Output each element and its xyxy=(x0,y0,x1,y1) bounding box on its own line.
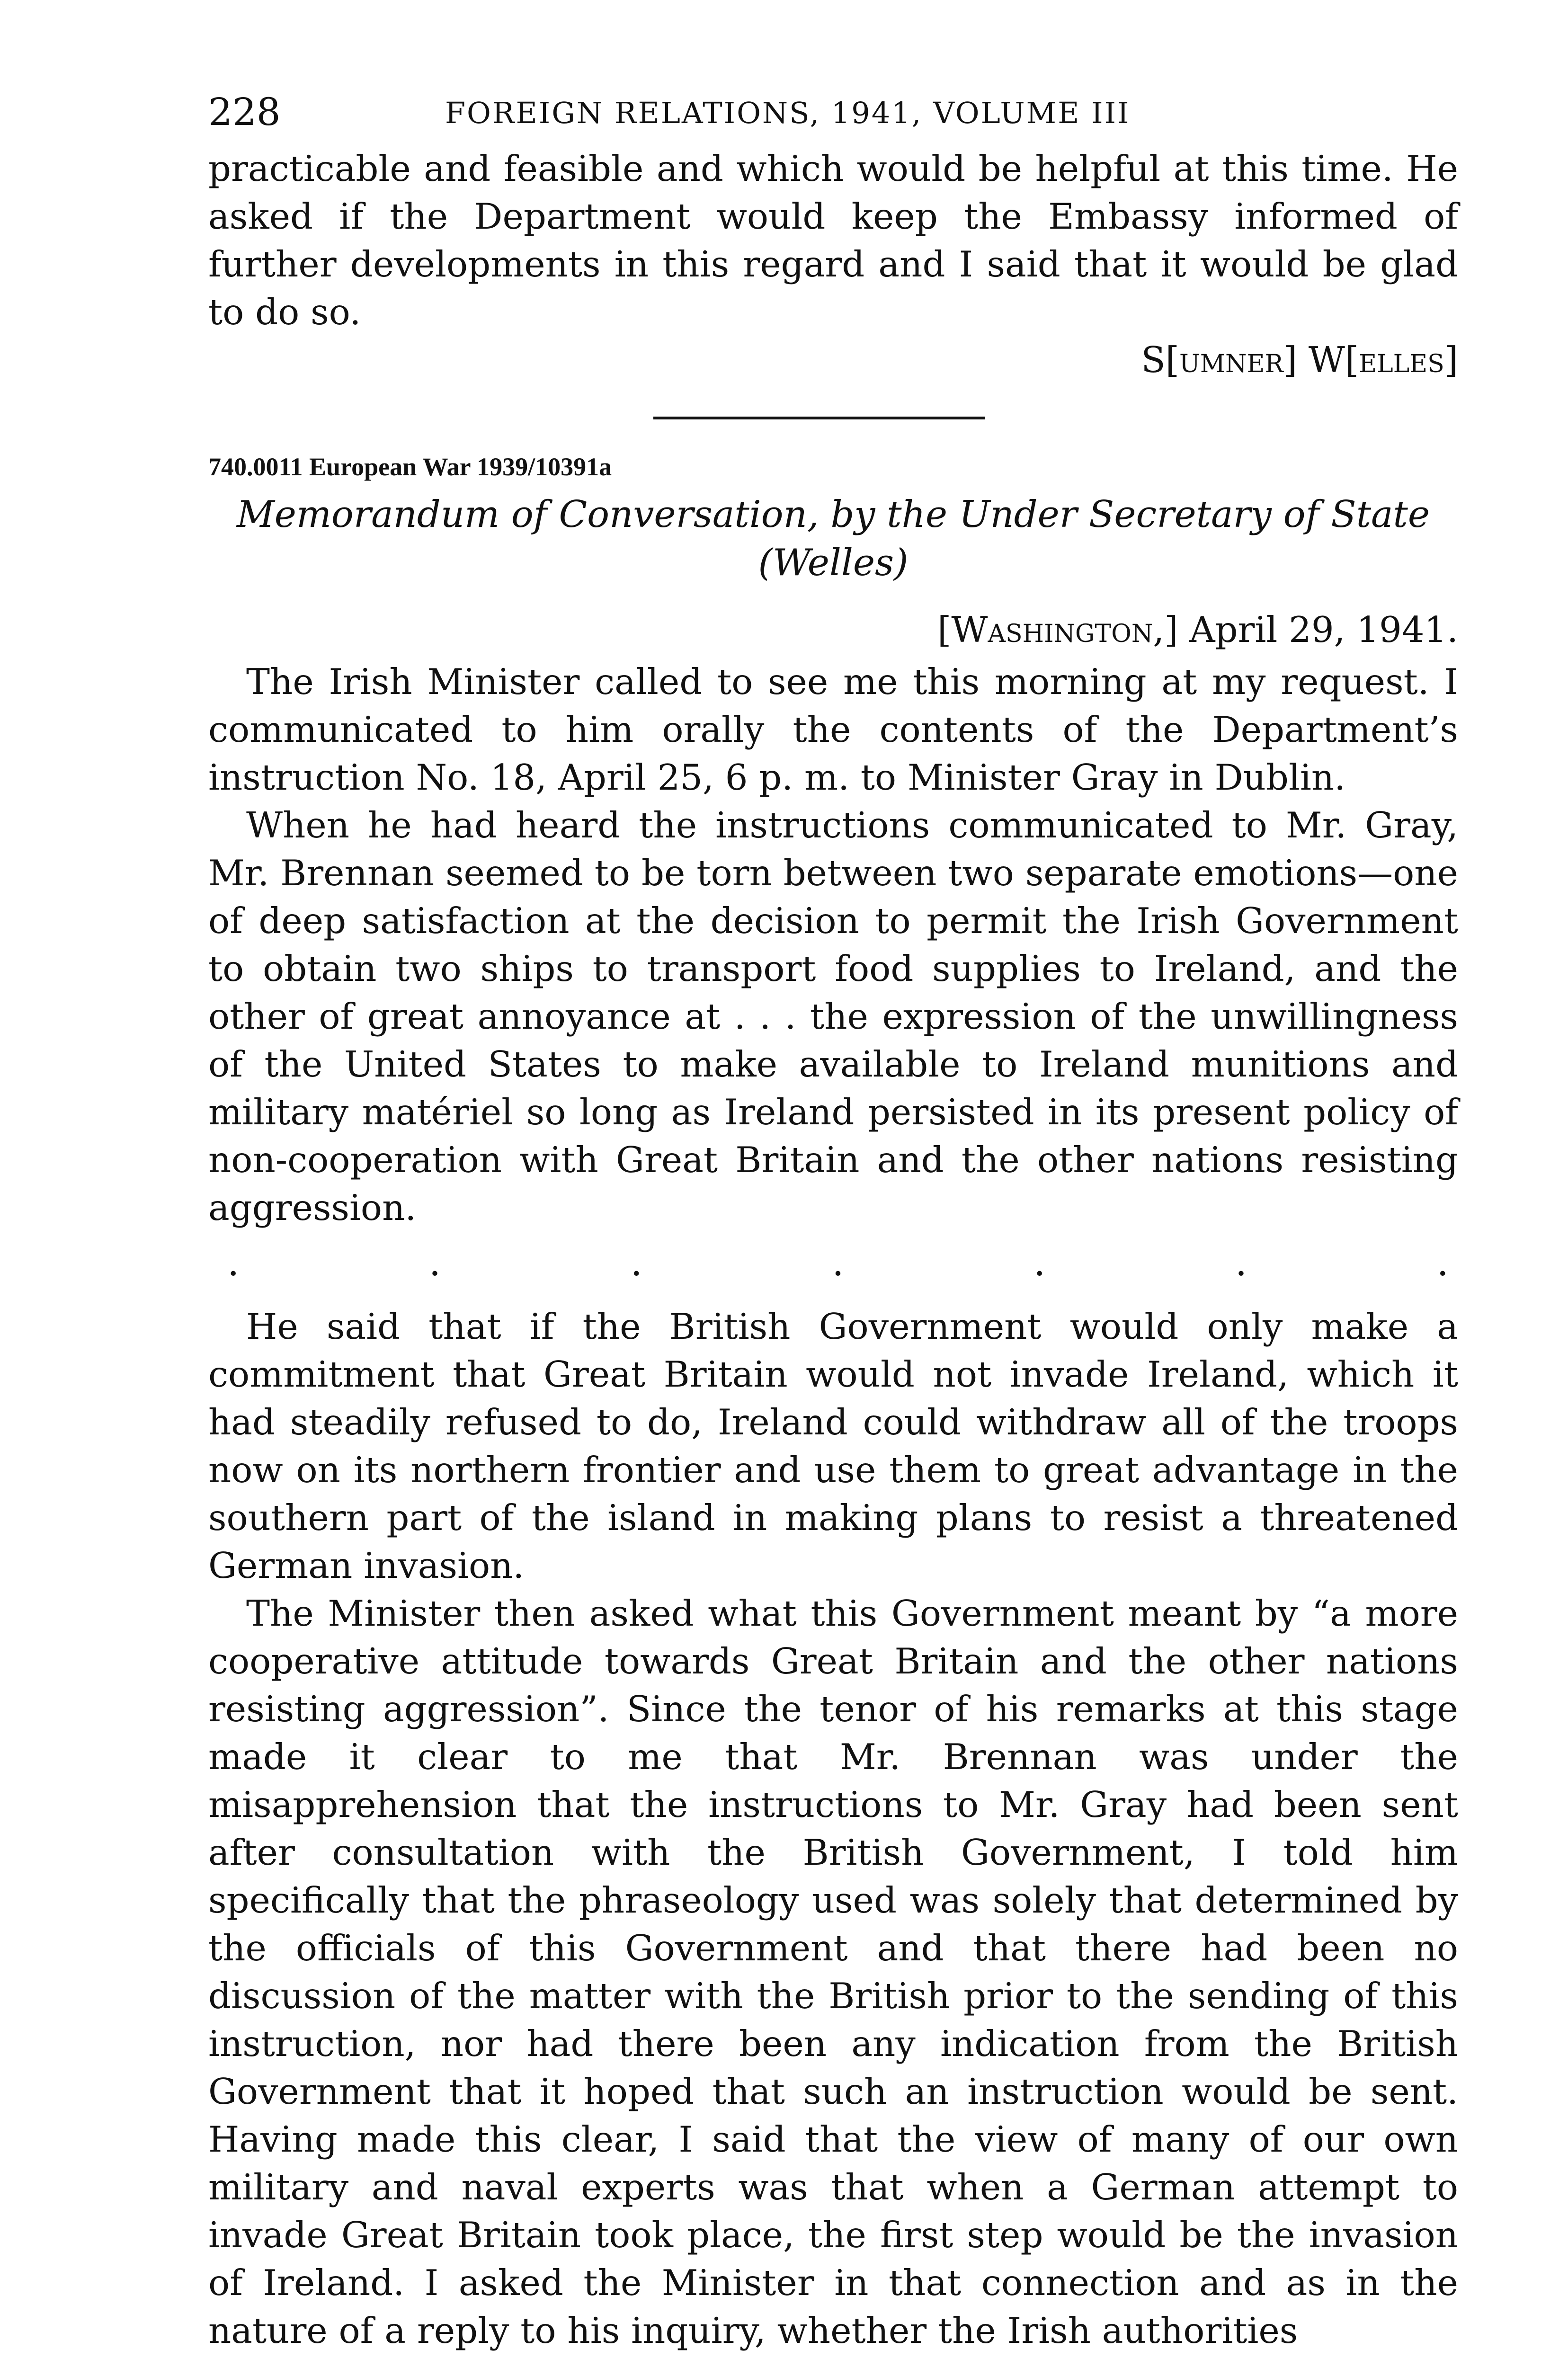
dateline xyxy=(208,606,1458,658)
signature-w: ] W[ xyxy=(1283,339,1359,381)
ellipsis-row xyxy=(208,1232,1458,1293)
document-page xyxy=(208,85,1458,2355)
ellipsis-dot: . xyxy=(1033,1240,1046,1284)
dateline-close: ,] xyxy=(1153,609,1178,650)
ellipsis-dot: . xyxy=(227,1240,240,1284)
signature-s: S[ xyxy=(1141,339,1179,381)
section-divider xyxy=(653,417,985,419)
ellipsis-dot: . xyxy=(1235,1240,1247,1284)
continuation-paragraph: practicable and feasible and which would be helpful at this time. He asked if the Department would keep the Embassy informed of further developments in this regard and I said that it would be glad to do so. xyxy=(208,148,1458,333)
running-title: FOREIGN RELATIONS, 1941, VOLUME III xyxy=(445,96,1131,130)
dateline-open: [W xyxy=(937,609,988,650)
signature-w-rest: ELLES xyxy=(1359,350,1444,378)
signature xyxy=(208,336,1458,388)
memo-title: Memorandum of Conversation, by the Under Secretary of State (Welles) xyxy=(236,493,1430,584)
page-number: 228 xyxy=(208,90,281,134)
paragraph: The Irish Minister called to see me this morning at my request. I communicated to him orally the contents of the Department’s instruction No. 18, April 25, 6 p. m. to Minister Gray in Dublin. xyxy=(208,661,1458,798)
dateline-date: April 29, 1941. xyxy=(1189,609,1458,650)
paragraph: He said that if the British Government would only make a commitment that Great Britain would not invade Ireland, which it had steadily refused to do, Ireland could withdraw all of the troops now on its northern frontier and use them to great advantage in the southern part of the island in making plans to resist a threatened German invasion. xyxy=(208,1306,1458,1586)
ellipsis-dot: . xyxy=(832,1240,844,1284)
ellipsis-dot: . xyxy=(428,1240,441,1284)
paragraph: The Minister then asked what this Government meant by “a more cooperative attitude towards Great Britain and the other nations resisting aggression”. Since the tenor of his remarks at this stage made it clear to me that Mr. Brennan was under the misapprehension that the instructions to Mr. Gray had been sent after consultation with the British Government, I told him specifically that the phraseology used was solely that determined by the officials of this Government and that there had been no discussion of the matter with the British prior to the sending of this instruction, nor had there been any indication from the British Government that it hoped that such an instruction would be sent. Having made this clear, I said that the view of many of our own military and naval experts was that when a German attempt to invade Great Britain took place, the first step would be the invasion of Ireland. I asked the Minister in that connection and as in the nature of a reply to his inquiry, whether the Irish authorities xyxy=(208,1593,1458,2351)
file-number: 740.0011 European War 1939/10391a xyxy=(208,453,612,481)
paragraph: When he had heard the instructions communicated to Mr. Gray, Mr. Brennan seemed to be torn between two separate emotions—one of deep satisfaction at the decision to permit the Irish Government to obtain two ships to transport food supplies to Ireland, and the other of great annoyance at . . . the expression of the unwillingness of the United States to make available to Ireland munitions and military matériel so long as Ireland persisted in its present policy of non-cooperation with Great Britain and the other nations resisting aggression. xyxy=(208,804,1458,1228)
dateline-place-rest: ASHINGTON xyxy=(988,620,1153,648)
running-head xyxy=(208,85,1458,142)
ellipsis-dot: . xyxy=(630,1240,642,1284)
signature-close: ] xyxy=(1444,339,1458,381)
ellipsis-dot: . xyxy=(1436,1240,1449,1284)
signature-s-rest: UMNER xyxy=(1179,350,1283,378)
